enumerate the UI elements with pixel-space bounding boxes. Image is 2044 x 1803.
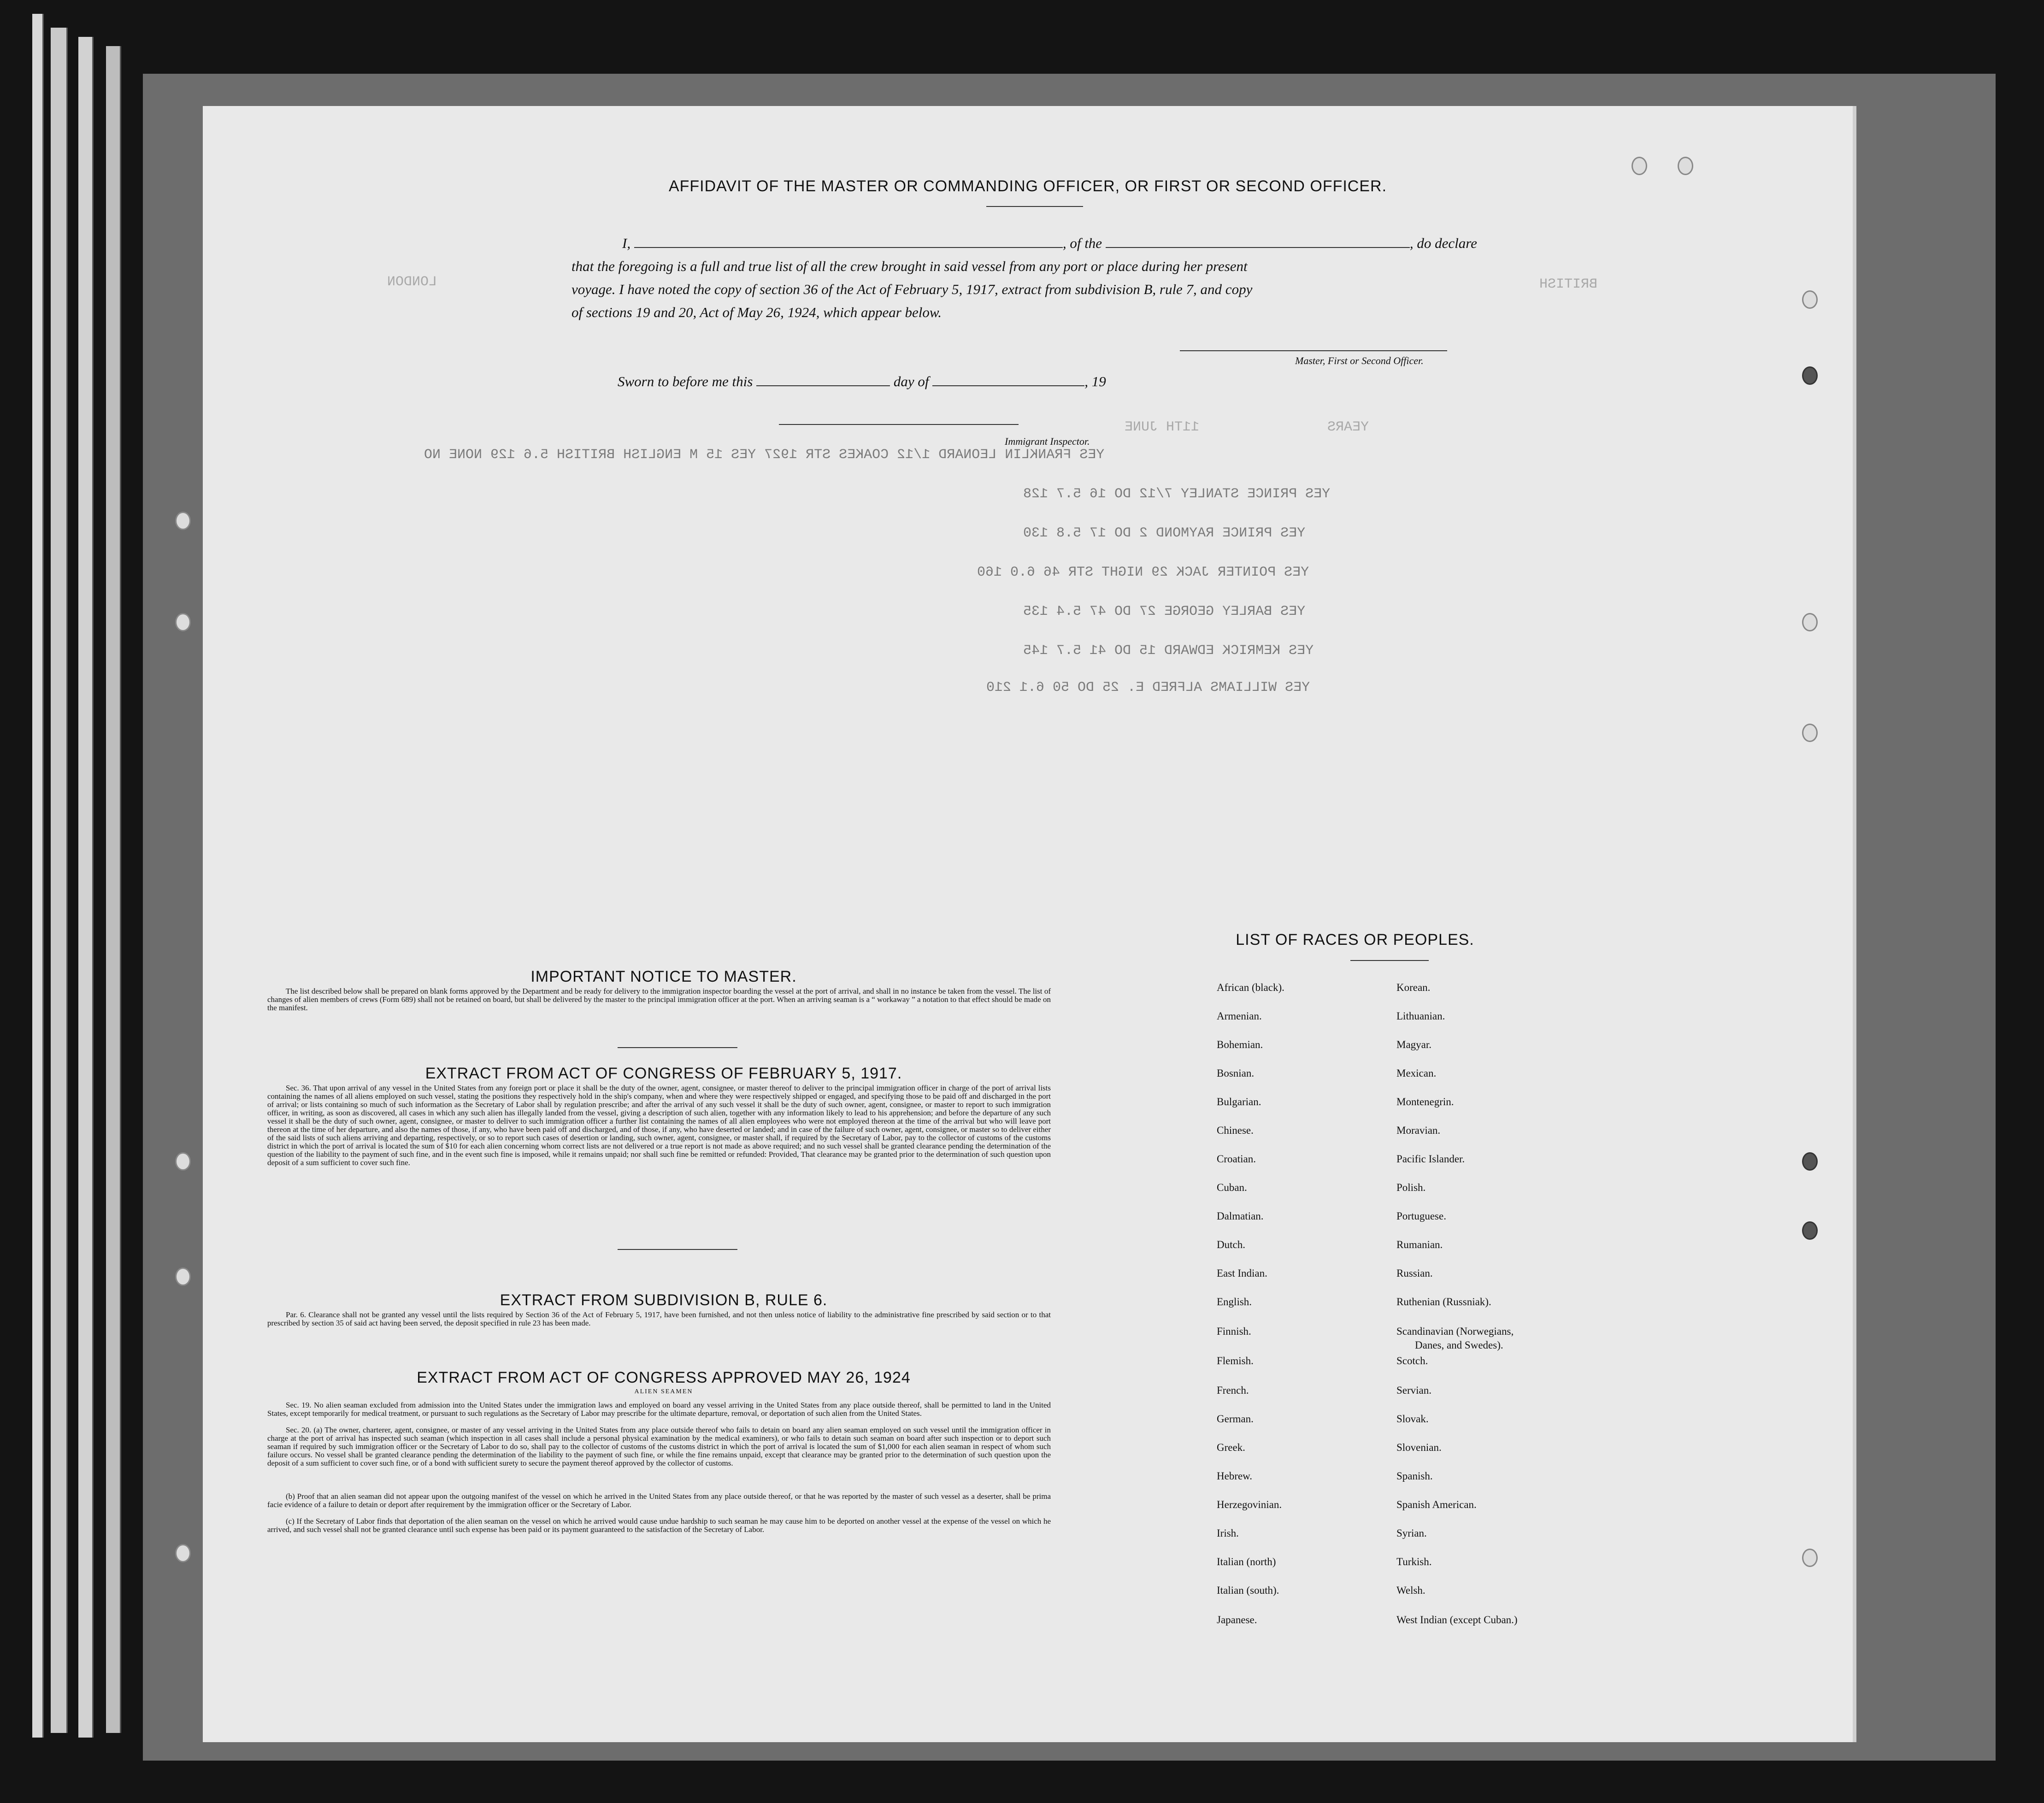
race-item: Bohemian. [1217,1039,1263,1050]
bleed-row: YES POINTER JACK 29 NIGHT STR 46 6.0 160 [977,565,1309,580]
binder-strip [106,46,121,1733]
race-item: Magyar. [1396,1039,1432,1050]
section-rule [618,1249,737,1250]
races-title-rule [1350,960,1429,961]
punch-hole [175,1267,191,1286]
race-item: Scotch. [1396,1355,1428,1367]
sworn-prefix: Sworn to before me this [618,373,753,389]
affidavit-line-2: that the foregoing is a full and true list of all the crew brought in said vessel from any port or place during her present [571,258,1248,274]
extract-rule6-body: Par. 6. Clearance shall not be granted any vessel until the lists required by Section 36 of the Act of February 5, 1917, have been furnished, and not then unless notice of liability to the administrative fine prescribed by said section or to that prescribed by section 35 of said act having been served, the deposit specified in rule 23 has been made. [267,1310,1051,1327]
affidavit-line-4: of sections 19 and 20, Act of May 26, 1924, which appear below. [571,304,942,320]
punch-hole [1802,366,1818,385]
punch-hole [1678,157,1693,175]
bleed-row: YES PRINCE STANLEY 7/12 DO 16 5.7 128 [1023,486,1331,502]
bleed-word: BRITISH [1539,277,1598,292]
punch-hole [175,1544,191,1562]
punch-hole [175,613,191,631]
race-item: Korean. [1396,982,1431,993]
bleed-word: 11TH JUNE [1125,419,1200,435]
inspector-line [779,424,1019,425]
race-item: Dalmatian. [1217,1210,1264,1222]
race-item: English. [1217,1296,1252,1308]
race-item: Pacific Islander. [1396,1153,1465,1165]
race-item: Welsh. [1396,1585,1425,1596]
title-rule [986,206,1083,207]
race-item: Chinese. [1217,1125,1254,1136]
sworn-year: , 19 [1084,373,1106,389]
race-item: Moravian. [1396,1125,1441,1136]
section-rule [618,1047,737,1048]
binder-strip [51,28,68,1733]
race-item: Bulgarian. [1217,1096,1261,1108]
race-item: Flemish. [1217,1355,1254,1367]
signature-line [1180,350,1447,351]
race-item: German. [1217,1413,1254,1425]
race-item: Turkish. [1396,1556,1432,1567]
race-item: East Indian. [1217,1267,1267,1279]
race-item: Ruthenian (Russniak). [1396,1296,1491,1308]
name-blank [634,237,1063,248]
bleed-row: YES PRINCE RAYMOND 2 DO 17 5.8 130 [1023,525,1306,541]
affidavit-i: I, [622,235,631,251]
affidavit-line-1 [622,235,1477,252]
race-item: Servian. [1396,1385,1432,1396]
race-item: Dutch. [1217,1239,1245,1250]
notice-body: The list described below shall be prepared on blank forms approved by the Department and be ready for delivery to the immigration inspector boarding the vessel at the port of arrival, and shall in no instance be taken from the vessel. The list of changes of alien members of crews (Form 689) shall not be retained on board, but shall be delivered by the master to the principal immigration officer at the port. When an arriving seaman is a “ workaway ” a notation to that effect should be made on the manifest. [267,987,1051,1012]
race-item: Polish. [1396,1182,1426,1193]
race-item: Slovenian. [1396,1442,1442,1453]
extract-1924-sec20c: (c) If the Secretary of Labor finds that deportation of the alien seaman on the vessel on which he arrived would cause undue hardship to such seaman he may cause him to be deported on another vessel at the expense of the vessel on which he arrived, and such vessel shall not be granted clearance until such expense has been paid or its payment guaranteed to the satisfaction of the Secretary of Labor. [267,1517,1051,1534]
punch-hole [1802,1221,1818,1240]
sworn-day: day of [893,373,929,389]
race-item: Rumanian. [1396,1239,1443,1250]
race-item: Cuban. [1217,1182,1247,1193]
punch-hole [175,1152,191,1171]
inspector-caption: Immigrant Inspector. [1005,436,1090,447]
race-item: Danes, and Swedes). [1415,1339,1503,1351]
signature-caption: Master, First or Second Officer. [1295,355,1424,366]
race-item: African (black). [1217,982,1284,993]
punch-hole [1802,290,1818,309]
race-item: West Indian (except Cuban.) [1396,1614,1518,1626]
document-page [203,106,1856,1742]
extract-1924-subtitle: ALIEN SEAMEN [634,1388,693,1395]
affidavit-title: AFFIDAVIT OF THE MASTER OR COMMANDING OFFICER, OR FIRST OR SECOND OFFICER. [668,177,1387,195]
bleed-row: YES BARLEY GEORGE 27 DO 47 5.4 135 [1023,604,1306,619]
race-item: Syrian. [1396,1527,1427,1539]
race-item: Armenian. [1217,1010,1262,1022]
race-item: Italian (south). [1217,1585,1279,1596]
race-item: Mexican. [1396,1067,1437,1079]
binder-strip [78,37,94,1738]
extract-1924-sec19: Sec. 19. No alien seaman excluded from admission into the United States under the immigration laws and employed on board any vessel arriving in the United States from any place outside thereof, shall be permitted to land in the United States, except temporarily for medical treatment, or pursuant to such regulations as the Secretary of Labor may prescribe for the ultimate departure, removal, or deportation of such alien from the United States. [267,1401,1051,1418]
race-item: Finnish. [1217,1326,1251,1337]
race-item: Italian (north) [1217,1556,1276,1567]
affidavit-line-3: voyage. I have noted the copy of section 36 of the Act of February 5, 1917, extract from subdivision B, rule 7, and copy [571,281,1253,297]
races-title: LIST OF RACES OR PEOPLES. [1236,931,1474,949]
extract-1924-title: EXTRACT FROM ACT OF CONGRESS APPROVED MAY 26, 1924 [417,1369,911,1386]
race-item: Portuguese. [1396,1210,1446,1222]
sworn-line [618,373,1106,390]
sworn-month-blank [932,375,1084,386]
race-item: Herzegovinian. [1217,1499,1282,1510]
bleed-word: LONDON [387,274,437,290]
extract-1917-body: Sec. 36. That upon arrival of any vessel in the United States from any foreign port or place it shall be the duty of the owner, agent, consignee, or master thereof to deliver to the principal immigration officer in charge of the port of arrival lists containing the names of all aliens employed on such vessel, stating the positions they respectively hold in the ship's company, when and where they were respectively shipped or engaged, and specifying those to be paid off and discharged in the port of arrival; or lists containing so much of such information as the Secretary of Labor shall by regulation prescribe; and after the arrival of any such vessel it shall be the duty of such owner, agent, consignee, or master to report to such immigration officer, in writing, as soon as discovered, all cases in which any such alien has illegally landed from the vessel, giving a description of such alien, together with any information likely to lead to his apprehension; and before the departure of any such vessel it shall be the duty of such owner, agent, consignee, or master to deliver to such immigration officer a further list containing the names of all alien employees who were not employed thereon at the time of the arrival but who will leave port thereon at the time of her departure, and also the names of those, if any, who have been paid off and discharged, and of those, if any, who have deserted or landed; and in case of the failure of such owner, agent, consignee, or master so to deliver either of the said lists of such aliens arriving and departing, respectively, or so to report such cases of desertion or landing, such owner, agent, consignee, or master shall, if required by the Secretary of Labor, pay to the collector of customs of the customs district in which the port of arrival is located the sum of $10 for each alien concerning whom correct lists are not delivered or a true report is not made as above required; and no such vessel shall be granted clearance pending the determination of the question of the liability to the payment of such fine, and in the event such fine is imposed, while it remains unpaid; nor shall such fine be remitted or refunded: Provided, That clearance may be granted prior to the determination of such question upon deposit of a sum sufficient to cover such fine. [267,1084,1051,1167]
race-item: Greek. [1217,1442,1245,1453]
race-item: Montenegrin. [1396,1096,1454,1108]
race-item: Croatian. [1217,1153,1256,1165]
race-item: Spanish. [1396,1470,1433,1482]
notice-title: IMPORTANT NOTICE TO MASTER. [530,968,797,985]
race-item: Irish. [1217,1527,1239,1539]
race-item: Slovak. [1396,1413,1429,1425]
punch-hole [1802,1549,1818,1567]
binder-strip [32,14,44,1738]
punch-hole [1802,724,1818,742]
bleed-row: YES KEMRICK EDWARD 15 DO 41 5.7 145 [1023,643,1314,659]
affidavit-declare: , do declare [1409,235,1477,251]
race-item: Spanish American. [1396,1499,1477,1510]
race-item: Russian. [1396,1267,1433,1279]
race-item: Hebrew. [1217,1470,1253,1482]
bleed-row: YES FRANKLIN LEONARD 1/12 COAKES STR 1927 YES 15 M ENGLISH BRITISH 5.6 129 NONE NO [424,447,1105,463]
punch-hole [1632,157,1647,175]
race-item: Scandinavian (Norwegians, [1396,1326,1514,1337]
bleed-word: YEARS [1327,419,1369,435]
punch-hole [1802,1152,1818,1171]
extract-1924-sec20a: Sec. 20. (a) The owner, charterer, agent, consignee, or master of any vessel arriving in the United States from any place outside thereof who fails to detain on board any alien seaman employed on such vessel until the immigration officer in charge at the port of arrival has inspected such seaman (which inspection in all cases shall include a personal physical examination by the medical examiners), or who fails to detain such seaman on board after such inspection or to deport such seaman if required by such immigration officer or the Secretary of Labor to do so, shall pay to the collector of customs of the customs district in which the port of arrival is located the sum of $1,000 for each alien seaman in respect of whom such failure occurs. No vessel shall be granted clearance pending the determination of the liability to the payment of such fine, or while the fine remains unpaid, except that clearance may be granted prior to the determination of such question upon the deposit of a sum sufficient to cover such fine, or of a bond with sufficient surety to secure the payment thereof approved by the collector of customs. [267,1426,1051,1467]
punch-hole [175,512,191,530]
race-item: Lithuanian. [1396,1010,1445,1022]
vessel-blank [1106,237,1410,248]
race-item: French. [1217,1385,1249,1396]
extract-rule6-title: EXTRACT FROM SUBDIVISION B, RULE 6. [500,1291,828,1309]
sworn-date-blank [756,375,890,386]
extract-1924-sec20b: (b) Proof that an alien seaman did not appear upon the outgoing manifest of the vessel on which he arrived in the United States from any place outside thereof, or that he was reported by the master of such vessel as a deserter, shall be prima facie evidence of a failure to detain or deport after requirement by the immigration officer or the Secretary of Labor. [267,1492,1051,1509]
race-item: Bosnian. [1217,1067,1255,1079]
punch-hole [1802,613,1818,631]
extract-1917-title: EXTRACT FROM ACT OF CONGRESS OF FEBRUARY 5, 1917. [425,1065,902,1082]
race-item: Japanese. [1217,1614,1257,1626]
bleed-row: YES WILLIAMS ALFRED E. 25 DO 50 6.1 210 [986,680,1310,695]
affidavit-of-the: , of the [1062,235,1102,251]
